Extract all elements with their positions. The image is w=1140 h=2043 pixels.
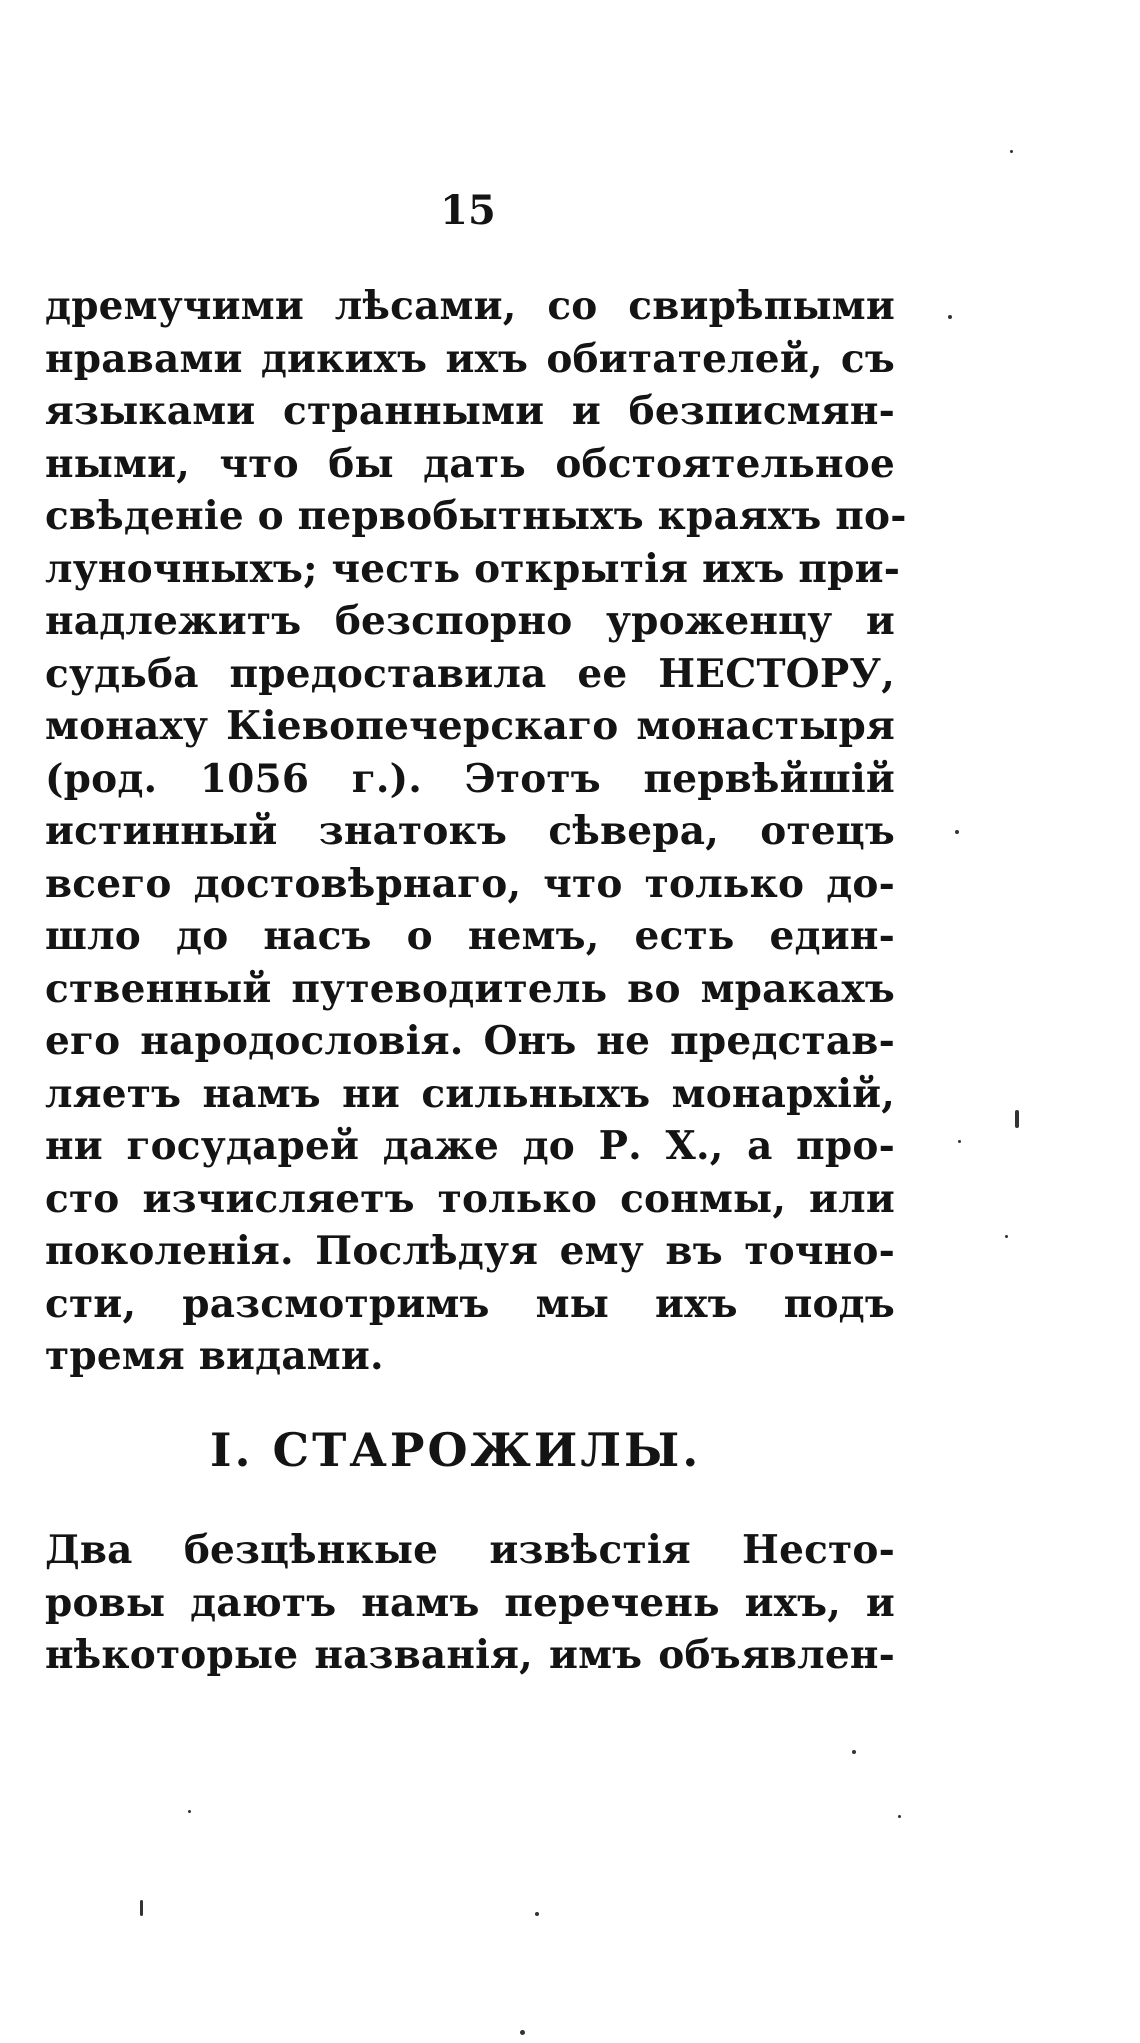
text-line: ни государей даже до Р. Х., а про- [45, 1123, 895, 1169]
text-line: судьба предоставила ее НЕСТОРУ, [45, 650, 895, 697]
scan-speck [1005, 1235, 1008, 1238]
text-line: луночныхъ; честь открытія ихъ при- [45, 545, 901, 592]
text-line: Два безцѣнкые извѣстія Несто- [45, 1527, 895, 1573]
scan-speck [958, 1140, 961, 1143]
scan-speck [955, 830, 959, 834]
text-line: нѣкоторые названія, имъ объявлен- [45, 1632, 895, 1678]
text-line: шло до насъ о немъ, есть един- [45, 913, 895, 959]
text-line: ровы даютъ намъ перечень ихъ, и [45, 1579, 895, 1626]
text-line: истинный знатокъ сѣвера, отецъ [45, 808, 895, 854]
text-line: сто изчисляетъ только сонмы, или [45, 1175, 895, 1222]
text-line: ляетъ намъ ни сильныхъ монархій, [45, 1070, 895, 1117]
scan-speck [535, 1912, 539, 1916]
text-line: свѣденіе о первобытныхъ краяхъ по- [45, 493, 907, 539]
text-line: дремучими лѣсами, со свирѣпыми [45, 283, 895, 329]
text-line: сти, разсмотримъ мы ихъ подъ [45, 1280, 895, 1327]
text-line: надлежитъ безспорно уроженцу и [45, 598, 895, 644]
section-heading: I. СТАРОЖИЛЫ. [210, 1423, 702, 1477]
scan-speck [140, 1900, 143, 1916]
text-line: ными, что бы дать обстоятельное [45, 440, 895, 487]
page-number: 15 [440, 187, 496, 234]
section-text [45, 1524, 895, 1682]
scan-speck [520, 2030, 525, 2035]
text-line: монаху Кіевопечерскаго монастыря [45, 703, 895, 749]
scan-speck [852, 1750, 856, 1754]
scan-speck [1015, 1110, 1019, 1128]
text-line: ственный путеводитель во мракахъ [45, 965, 895, 1012]
scan-speck [1010, 150, 1013, 153]
text-line: его народословія. Онъ не представ- [45, 1018, 895, 1064]
text-line: всего достовѣрнаго, что только до- [45, 860, 895, 907]
text-line: (род. 1056 г.). Этотъ первѣйшій [45, 755, 895, 802]
text-line: языками странными и безписмян- [45, 388, 895, 434]
body-text [45, 280, 907, 1383]
scan-speck [898, 1815, 901, 1818]
text-line: нравами дикихъ ихъ обитателей, съ [45, 335, 895, 382]
text-line: тремя видами. [45, 1333, 384, 1379]
text-line: поколенія. Послѣдуя ему въ точно- [45, 1228, 895, 1274]
scan-speck [188, 1810, 191, 1813]
scan-speck [948, 315, 952, 319]
